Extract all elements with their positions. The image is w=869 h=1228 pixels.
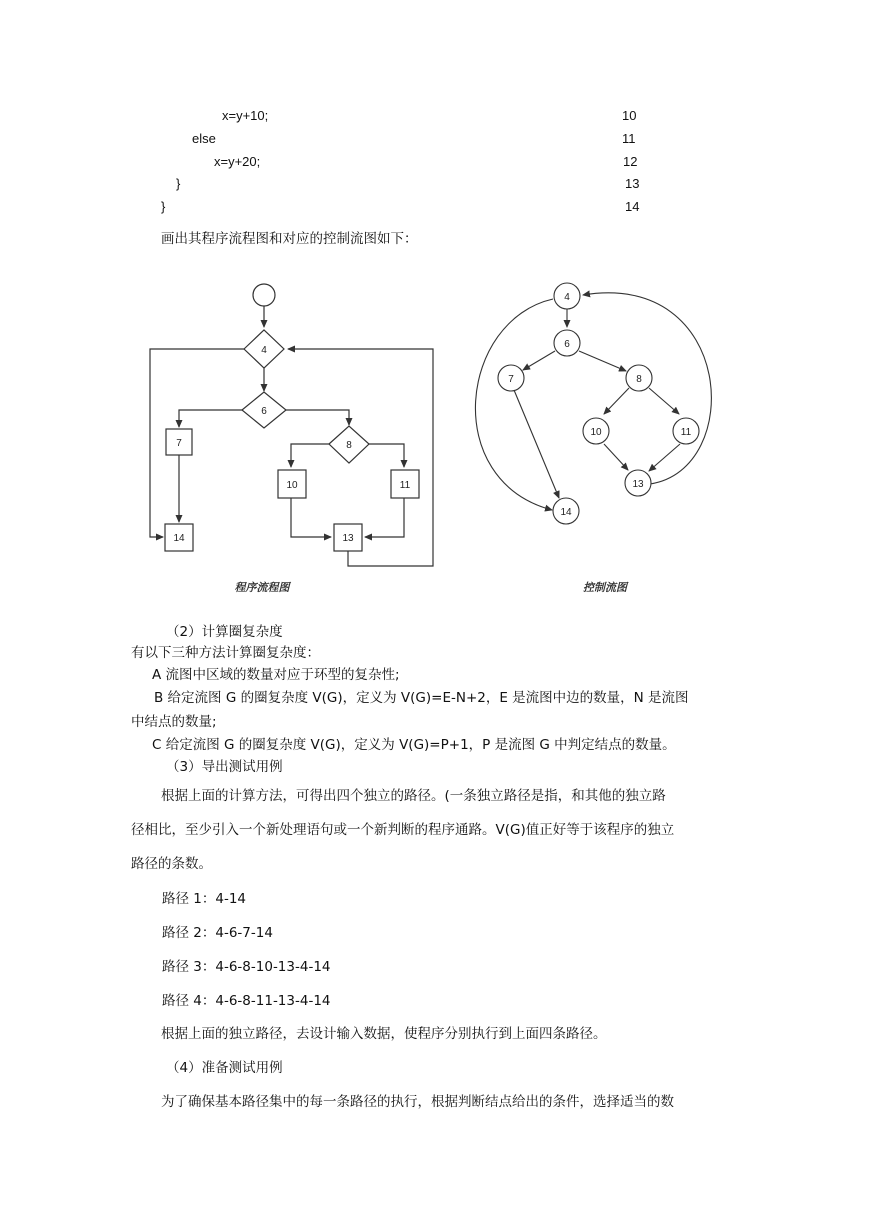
section3-paragraph-line2: 径相比，至少引入一个新处理语句或一个新判断的程序通路。V(G)值正好等于该程序的独立 xyxy=(131,822,675,838)
cfg-label-6: 6 xyxy=(564,339,570,350)
method-b-line2: 中结点的数量; xyxy=(131,714,217,730)
method-a: A 流图中区域的数量对应于环型的复杂性; xyxy=(152,667,400,683)
flowchart-label-11: 11 xyxy=(399,480,411,491)
path-item: 路径 1：4-14 xyxy=(162,891,247,907)
code-line-number: 13 xyxy=(625,176,640,191)
diagrams xyxy=(0,265,869,605)
method-c: C 给定流图 G 的圈复杂度 V(G)，定义为 V(G)=P+1，P 是流图 G 中判定结点的数量。 xyxy=(152,737,676,753)
section2-heading: （2）计算圈复杂度 xyxy=(166,624,283,640)
code-line-number: 11 xyxy=(622,131,636,146)
cfg-label-7: 7 xyxy=(508,374,514,385)
section2-intro: 有以下三种方法计算圈复杂度： xyxy=(131,645,320,661)
flowchart-label-7: 7 xyxy=(176,438,182,449)
code-line: x=y+20; xyxy=(214,154,261,169)
section4-paragraph-line1: 为了确保基本路径集中的每一条路径的执行，根据判断结点给出的条件，选择适当的数 xyxy=(161,1094,674,1110)
cfg-label-8: 8 xyxy=(636,374,642,385)
flowchart-label-10: 10 xyxy=(286,480,298,491)
path-item: 路径 3：4-6-8-10-13-4-14 xyxy=(162,959,331,975)
flowchart-label-14: 14 xyxy=(173,533,185,544)
cfg-label-13: 13 xyxy=(632,479,644,490)
code-line-number: 12 xyxy=(623,154,638,169)
section4-heading: （4）准备测试用例 xyxy=(166,1060,283,1076)
program-flowchart xyxy=(150,284,433,566)
code-line: } xyxy=(161,199,166,214)
cfg-caption: 控制流图 xyxy=(583,582,627,594)
flowchart-caption: 程序流程图 xyxy=(234,582,290,594)
path-item: 路径 4：4-6-8-11-13-4-14 xyxy=(162,993,331,1009)
method-b-line1: B 给定流图 G 的圈复杂度 V(G)，定义为 V(G)=E-N+2，E 是流图中边的数量，N 是流图 xyxy=(154,690,689,706)
flowchart-label-6: 6 xyxy=(261,406,267,417)
code-line: x=y+10; xyxy=(222,108,269,123)
cfg-label-14: 14 xyxy=(560,507,572,518)
flowchart-label-8: 8 xyxy=(346,440,352,451)
cfg-label-4: 4 xyxy=(564,292,570,303)
start-node xyxy=(253,284,275,306)
section3-paragraph-line3: 路径的条数。 xyxy=(131,856,212,872)
control-flow-graph xyxy=(475,283,711,524)
flowchart-label-4: 4 xyxy=(261,345,267,356)
cfg-label-10: 10 xyxy=(590,427,602,438)
path-item: 路径 2：4-6-7-14 xyxy=(162,925,273,941)
code-line: } xyxy=(176,176,181,191)
section3-paragraph-line1: 根据上面的计算方法，可得出四个独立的路径。(一条独立路径是指，和其他的独立路 xyxy=(161,788,666,804)
code-line-number: 10 xyxy=(622,108,637,123)
intro-text: 画出其程序流程图和对应的控制流图如下： xyxy=(161,231,418,247)
section3-heading: （3）导出测试用例 xyxy=(166,759,283,775)
cfg-label-11: 11 xyxy=(680,427,692,438)
flowchart-label-13: 13 xyxy=(342,533,354,544)
section3-conclusion: 根据上面的独立路径，去设计输入数据，使程序分别执行到上面四条路径。 xyxy=(161,1026,607,1042)
code-line-number: 14 xyxy=(625,199,640,214)
code-line: else xyxy=(192,131,216,146)
